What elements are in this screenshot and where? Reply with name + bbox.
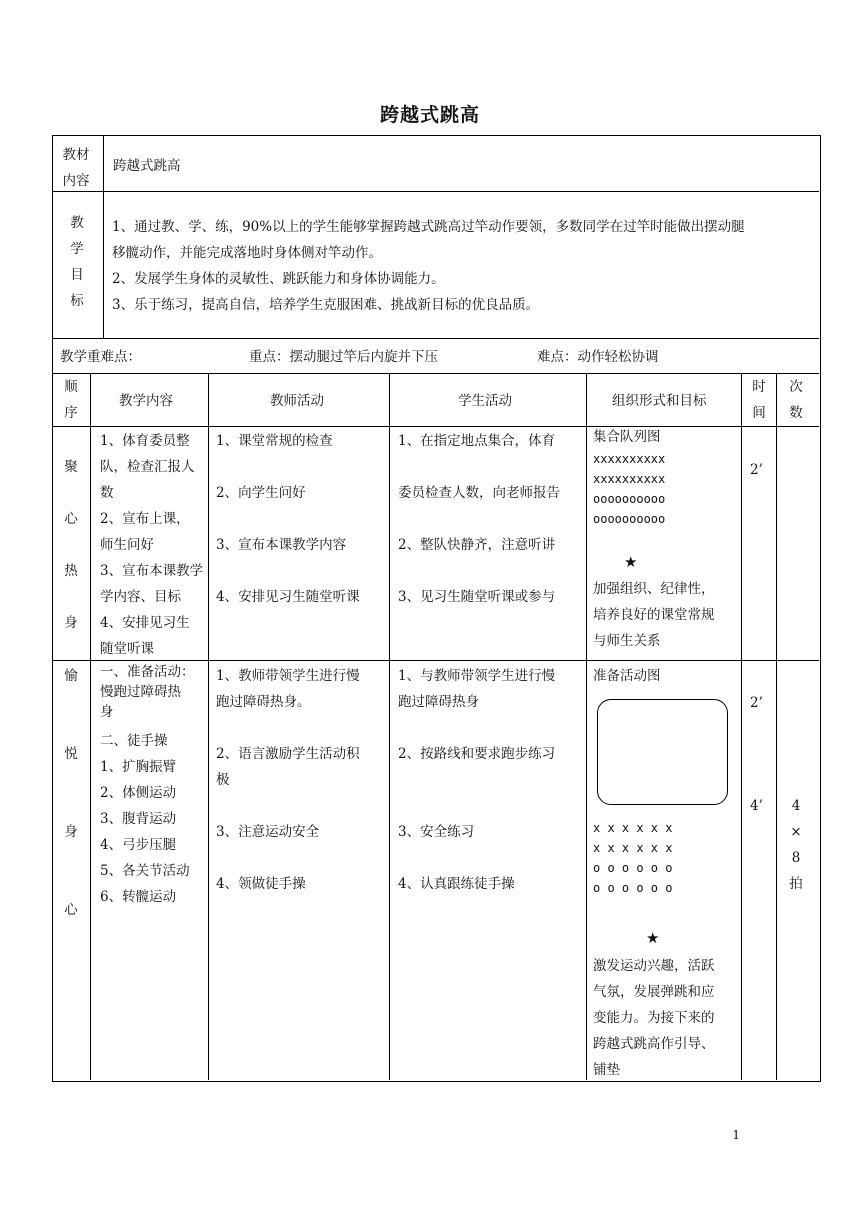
- row-divider: [52, 191, 819, 192]
- material-value: 跨越式跳高: [113, 158, 181, 174]
- col-divider: [90, 373, 91, 1080]
- section2-student: 2、按路线和要求跑步练习: [398, 746, 556, 762]
- section2-student: 4、认真跟练徒手操: [398, 876, 515, 892]
- goal-line: 1、通过教、学、练，90%以上的学生能够掌握跨越式跳高过竿动作要领，多数同学在过竿时能做出摆动腿: [112, 219, 745, 235]
- section2-student: 跑过障碍热身: [398, 694, 479, 710]
- section2-goal: 跨越式跳高作引导、: [593, 1036, 715, 1052]
- key-points-label: 教学重难点：: [60, 349, 141, 365]
- page-number: 1: [732, 1128, 740, 1142]
- section2-student: 3、安全练习: [398, 824, 475, 840]
- section1-goal: 培养良好的课堂常规: [593, 607, 715, 623]
- header-org: 组织形式和目标: [612, 393, 707, 409]
- section2-org-title: 准备活动图: [593, 668, 661, 684]
- row-divider: [52, 338, 819, 339]
- header-seq: 顺 序: [64, 379, 78, 421]
- section1-teacher-3: 3、宣布本课教学内容: [216, 537, 347, 553]
- teacher-position-star-icon: ★: [646, 929, 660, 947]
- goal-line: 3、乐于练习，提高自信，培养学生克服困难、挑战新目标的优良品质。: [112, 297, 540, 313]
- section2-name: 愉 悦 身 心: [64, 668, 78, 918]
- section2-teacher: 4、领做徒手操: [216, 876, 306, 892]
- section1-teacher-4: 4、安排见习生随堂听课: [216, 589, 360, 605]
- row-divider: [52, 426, 819, 427]
- section1-teacher-2: 2、向学生问好: [216, 485, 306, 501]
- section2-teacher: 2、语言激励学生活动积: [216, 746, 360, 762]
- col-divider: [776, 373, 777, 1080]
- header-time: 时 间: [752, 379, 766, 421]
- header-count: 次 数: [789, 379, 803, 421]
- material-label: 教材 内容: [62, 147, 90, 189]
- col-divider: [208, 373, 209, 1080]
- col-divider: [103, 135, 104, 338]
- teacher-position-star-icon: ★: [624, 553, 638, 571]
- key-point: 重点：摆动腿过竿后内旋并下压: [249, 349, 438, 365]
- section2-content: 一、准备活动： 慢跑过障碍热 身 二、徒手操 1、扩胸振臂 2、体侧运动 3、腹背运动 4、弓步压腿 5、各关节活动 6、转髋运动: [100, 664, 195, 905]
- formation-row: o o o o o o: [593, 861, 673, 875]
- row-divider: [52, 373, 819, 374]
- section2-teacher: 跑过障碍热身。: [216, 694, 311, 710]
- goal-line: 2、发展学生身体的灵敏性、跳跃能力和身体协调能力。: [112, 271, 445, 287]
- section1-student-1: 1、在指定地点集合，体育: [398, 433, 556, 449]
- section2-goal: 气氛，发展弹跳和应: [593, 984, 715, 1000]
- section2-goal: 激发运动兴趣，活跃: [593, 958, 715, 974]
- col-divider: [389, 373, 390, 1080]
- section1-goal: 加强组织、纪律性，: [593, 581, 715, 597]
- col-divider: [741, 373, 742, 1080]
- header-teacher: 教师活动: [270, 393, 324, 409]
- goals-label: 教 学 目 标: [70, 215, 84, 309]
- formation-row: xxxxxxxxxx: [593, 452, 666, 466]
- section2-count: 4 × 8 拍: [789, 798, 803, 892]
- section2-teacher: 极: [216, 772, 230, 788]
- section2-goal: 铺垫: [593, 1062, 620, 1078]
- formation-row: oooooooooo: [593, 512, 666, 526]
- section1-goal: 与师生关系: [593, 633, 661, 649]
- document-title: 跨越式跳高: [379, 104, 480, 126]
- section2-teacher: 1、教师带领学生进行慢: [216, 668, 360, 684]
- section2-teacher: 3、注意运动安全: [216, 824, 320, 840]
- section1-teacher-1: 1、课堂常规的检查: [216, 433, 333, 449]
- section2-time-2: 4’: [750, 798, 763, 814]
- col-divider: [586, 373, 587, 1080]
- section2-student: 1、与教师带领学生进行慢: [398, 668, 556, 684]
- section1-name: 聚 心 热 身: [64, 459, 78, 631]
- section1-student-2: 委员检查人数，向老师报告: [398, 485, 560, 501]
- section1-time: 2’: [750, 462, 763, 478]
- header-student: 学生活动: [458, 393, 512, 409]
- formation-row: x x x x x x: [593, 821, 673, 835]
- section1-student-4: 3、见习生随堂听课或参与: [398, 589, 556, 605]
- formation-row: xxxxxxxxxx: [593, 472, 666, 486]
- formation-row: oooooooooo: [593, 492, 666, 506]
- section1-student-3: 2、整队快静齐，注意听讲: [398, 537, 556, 553]
- section2-goal: 变能力。为接下来的: [593, 1010, 715, 1026]
- goal-line: 移髋动作，并能完成落地时身体侧对竿动作。: [112, 245, 382, 261]
- formation-row: x x x x x x: [593, 841, 673, 855]
- formation-row: o o o o o o: [593, 881, 673, 895]
- difficulty-point: 难点：动作轻松协调: [537, 349, 659, 365]
- section1-org-title: 集合队列图: [593, 429, 661, 445]
- running-track-diagram: [597, 699, 728, 805]
- header-content: 教学内容: [119, 393, 173, 409]
- section1-content: 1、体育委员整 队，检查汇报人 数 2、宣布上课， 师生问好 3、宣布本课教学 学内容、目标 4、安排见习生 随堂听课: [100, 433, 204, 657]
- section2-time-1: 2’: [750, 695, 763, 711]
